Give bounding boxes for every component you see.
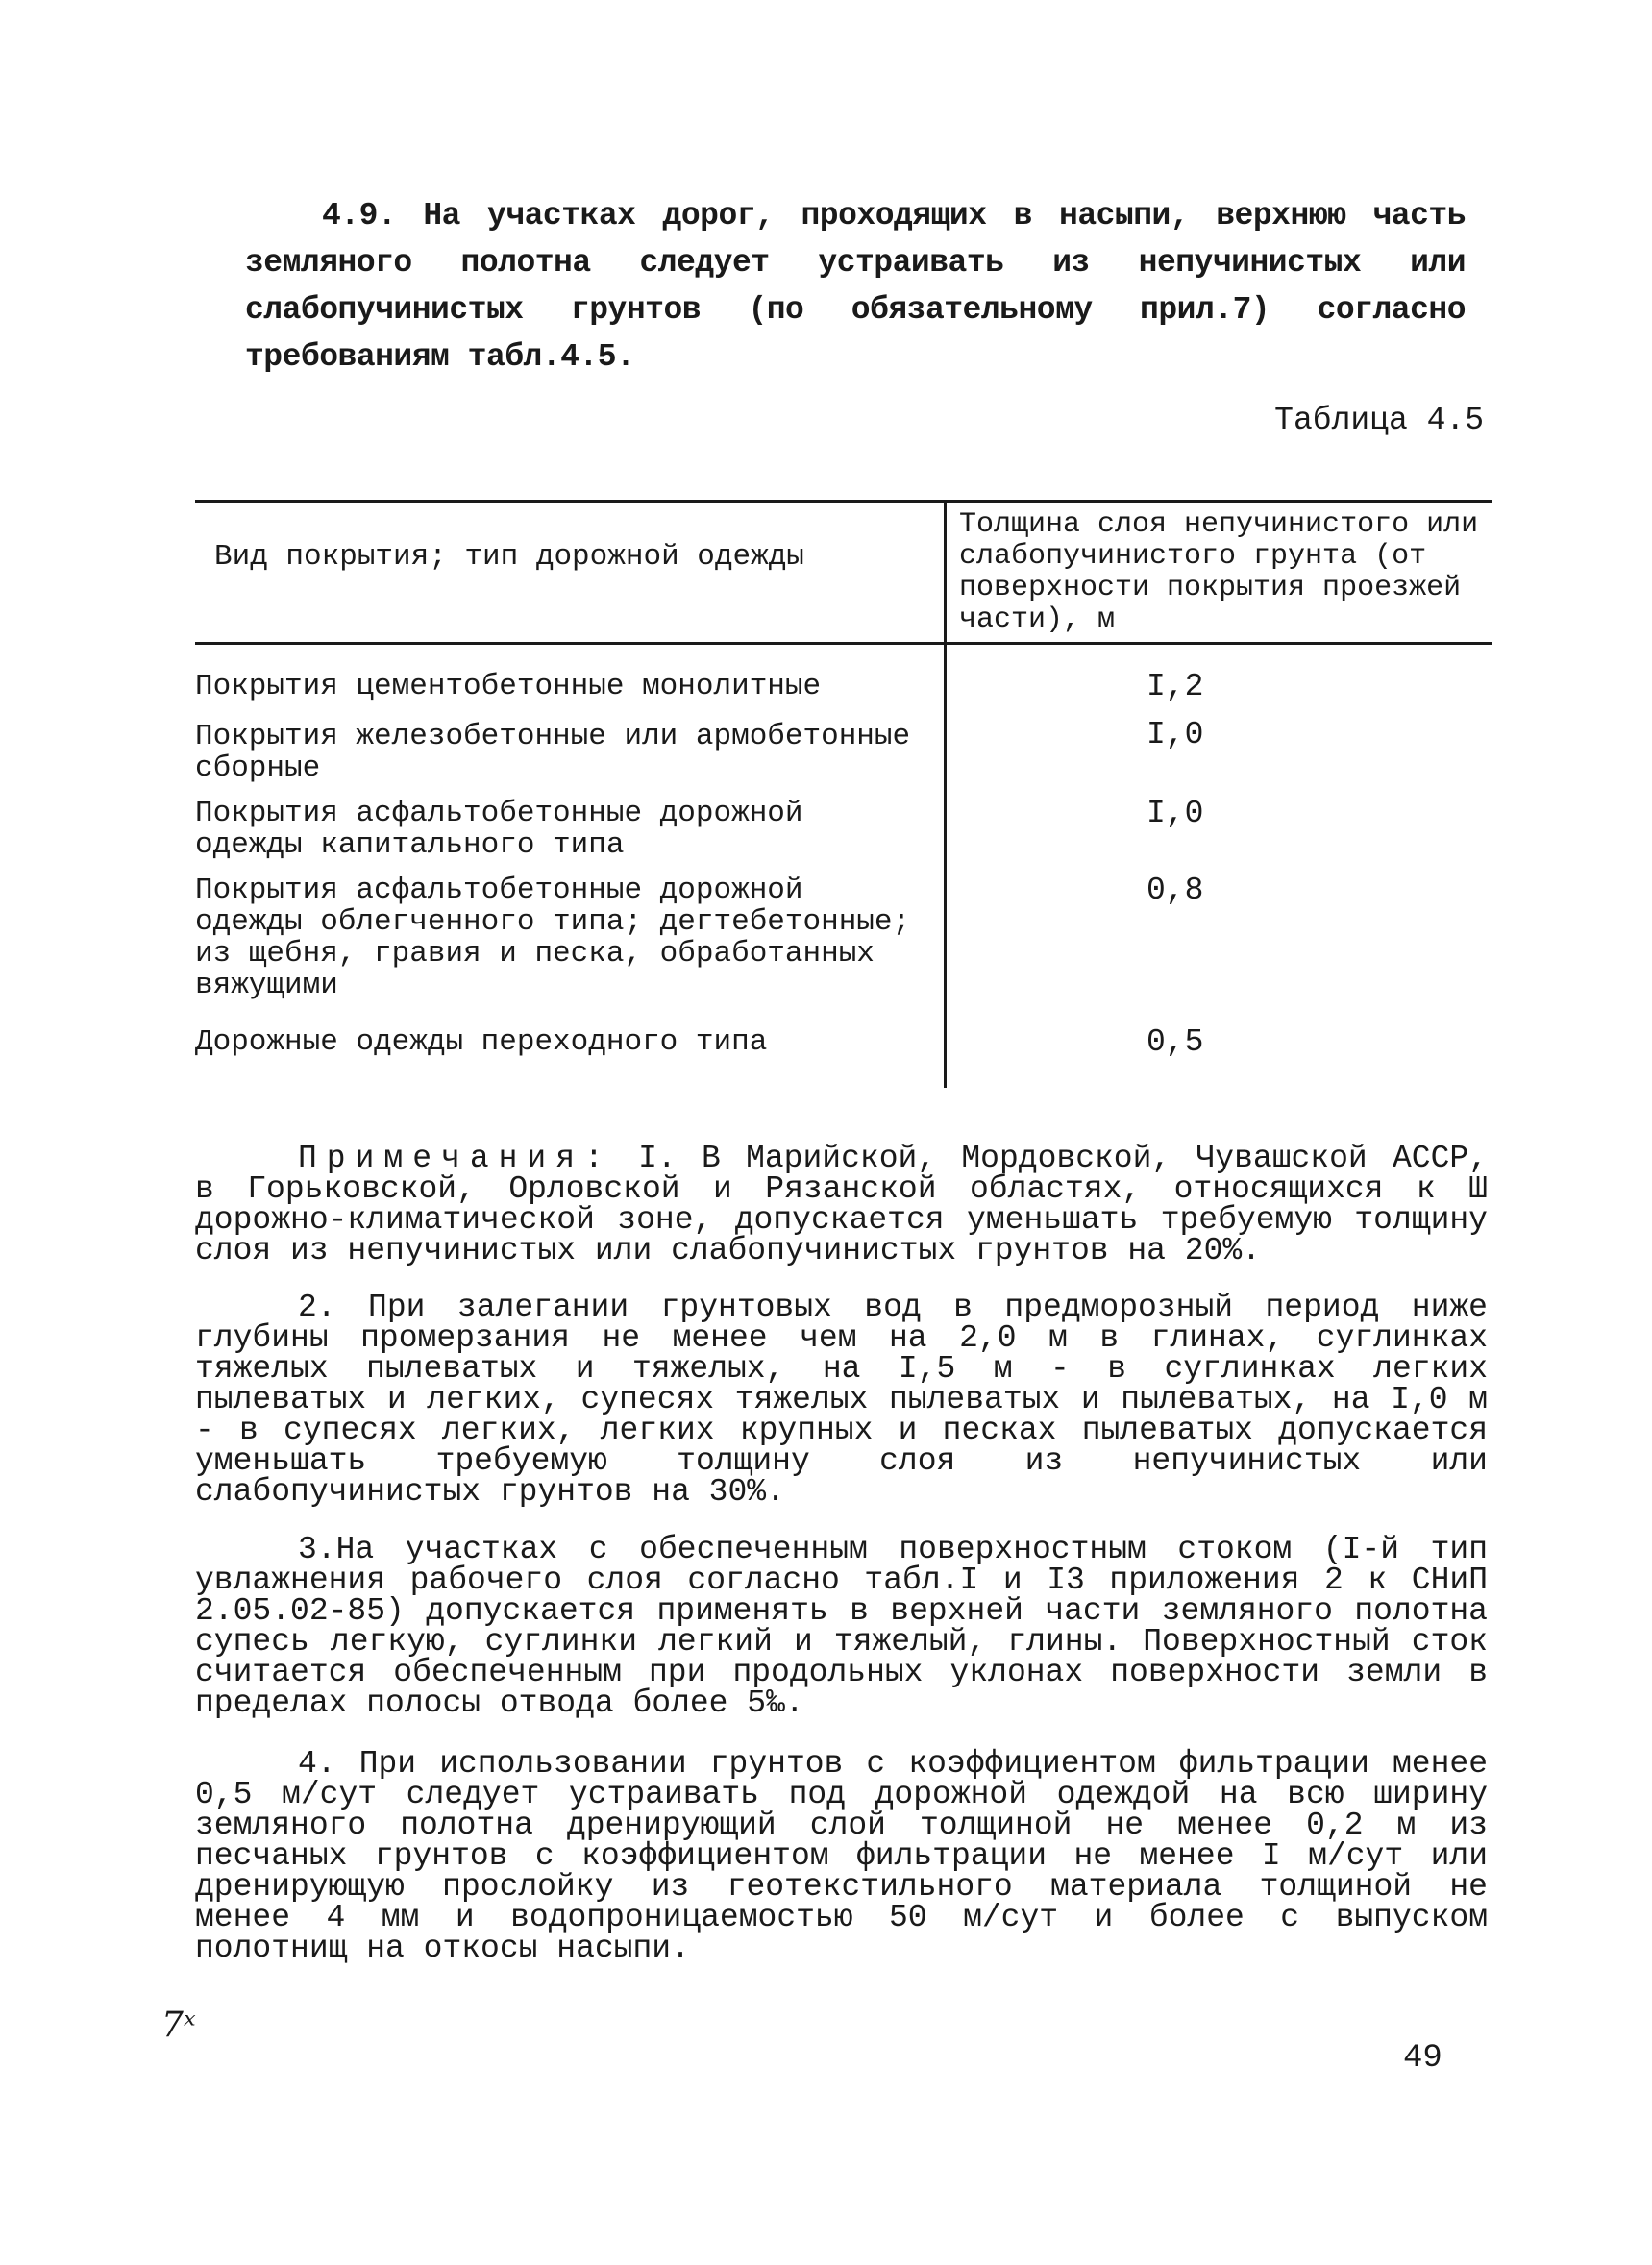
table-row-3-value: I,0 — [1147, 796, 1204, 831]
notes-heading: Примечания: — [298, 1141, 613, 1176]
table-4-5 — [195, 500, 1492, 1088]
table-row-2-name: Покрытия железобетонные или армобетонные сборные — [195, 720, 911, 785]
table-row-2-value: I,0 — [1147, 717, 1204, 752]
clause-4-9-text: 4.9. На участках дорог, проходящих в насыпи, верхнюю часть земляного полотна следует устраивать из непучинистых или слабопучинистых грунтов (по обязательному прил.7) согласно требованиям табл.4.5. — [245, 198, 1466, 375]
margin-mark: 7ˣ — [161, 2006, 196, 2045]
table-header-rule — [195, 642, 1492, 645]
clause-4-9 — [245, 192, 1466, 381]
table-row-3-name: Покрытия асфальтобетонные дорожной одежды капитального типа — [195, 797, 803, 862]
table-column-divider — [944, 500, 947, 1088]
table-row-4-name: Покрытия асфальтобетонные дорожной одежды облегченного типа; дегтебетонные; из щебня, гравия и песка, обработанных вяжущими — [195, 874, 911, 1002]
table-row-4-value: 0,8 — [1147, 873, 1204, 908]
note-3-text: 3.На участках с обеспеченным поверхностным стоком (I-й тип увлажнения рабочего слоя согласно табл.I и I3 приложения 2 к СНиП 2.05.02-85) допускается применять в верхней части земляного полотна супесь легкую, суглинки легкий и тяжелый, глины. Поверхностный сток считается обеспеченным при продольных уклонах поверхности земли в пределах полосы отвода более 5‰. — [195, 1532, 1488, 1721]
note-1-text: I. В Марийской, Мордовской, Чувашской АССР, в Горьковской, Орловской и Рязанской областях, относящихся к Ш дорожно-климатической зоне, допускается уменьшать требуемую толщину слоя из непучинистых или слабопучинистых грунтов на 20%. — [195, 1141, 1488, 1268]
table-header-layer-thickness: Толщина слоя непучинистого или слабопучинистого грунта (от поверхности покрытия проезжей части), м — [959, 508, 1479, 636]
table-header-coating-type: Вид покрытия; тип дорожной одежды — [214, 540, 804, 574]
table-top-rule — [195, 500, 1492, 503]
table-row-1-value: I,2 — [1147, 669, 1204, 704]
note-4-text: 4. При использовании грунтов с коэффициентом фильтрации менее 0,5 м/сут следует устраивать под дорожной одеждой на всю ширину земляного полотна дренирующий слой толщиной не менее 0,2 м из песчаных грунтов с коэффициентом фильтрации не менее I м/сут или дренирующую прослойку из геотекстильного материала толщиной не менее 4 мм и водопроницаемостью 50 м/сут и более с выпуском полотнищ на откосы насыпи. — [195, 1746, 1488, 1966]
table-row-1-name: Покрытия цементобетонные монолитные — [195, 670, 822, 703]
note-4 — [195, 1746, 1488, 1966]
note-2 — [195, 1290, 1488, 1510]
table-row-5-name: Дорожные одежды переходного типа — [195, 1025, 768, 1059]
note-1 — [195, 1141, 1488, 1268]
note-2-text: 2. При залегании грунтовых вод в предморозный период ниже глубины промерзания не менее чем на 2,0 м в глинах, суглинках тяжелых пылеватых и тяжелых, на I,5 м - в суглинках легких пылеватых и легких, супесях тяжелых пылеватых и пылеватых, на I,0 м - в супесях легких, легких крупных и песках пылеватых допускается уменьшать требуемую толщину слоя из непучинистых или слабопучинистых грунтов на 30%. — [195, 1290, 1488, 1510]
table-caption: Таблица 4.5 — [1274, 403, 1484, 438]
note-3 — [195, 1532, 1488, 1721]
page-number: 49 — [1403, 2040, 1442, 2077]
table-row-5-value: 0,5 — [1147, 1024, 1204, 1060]
